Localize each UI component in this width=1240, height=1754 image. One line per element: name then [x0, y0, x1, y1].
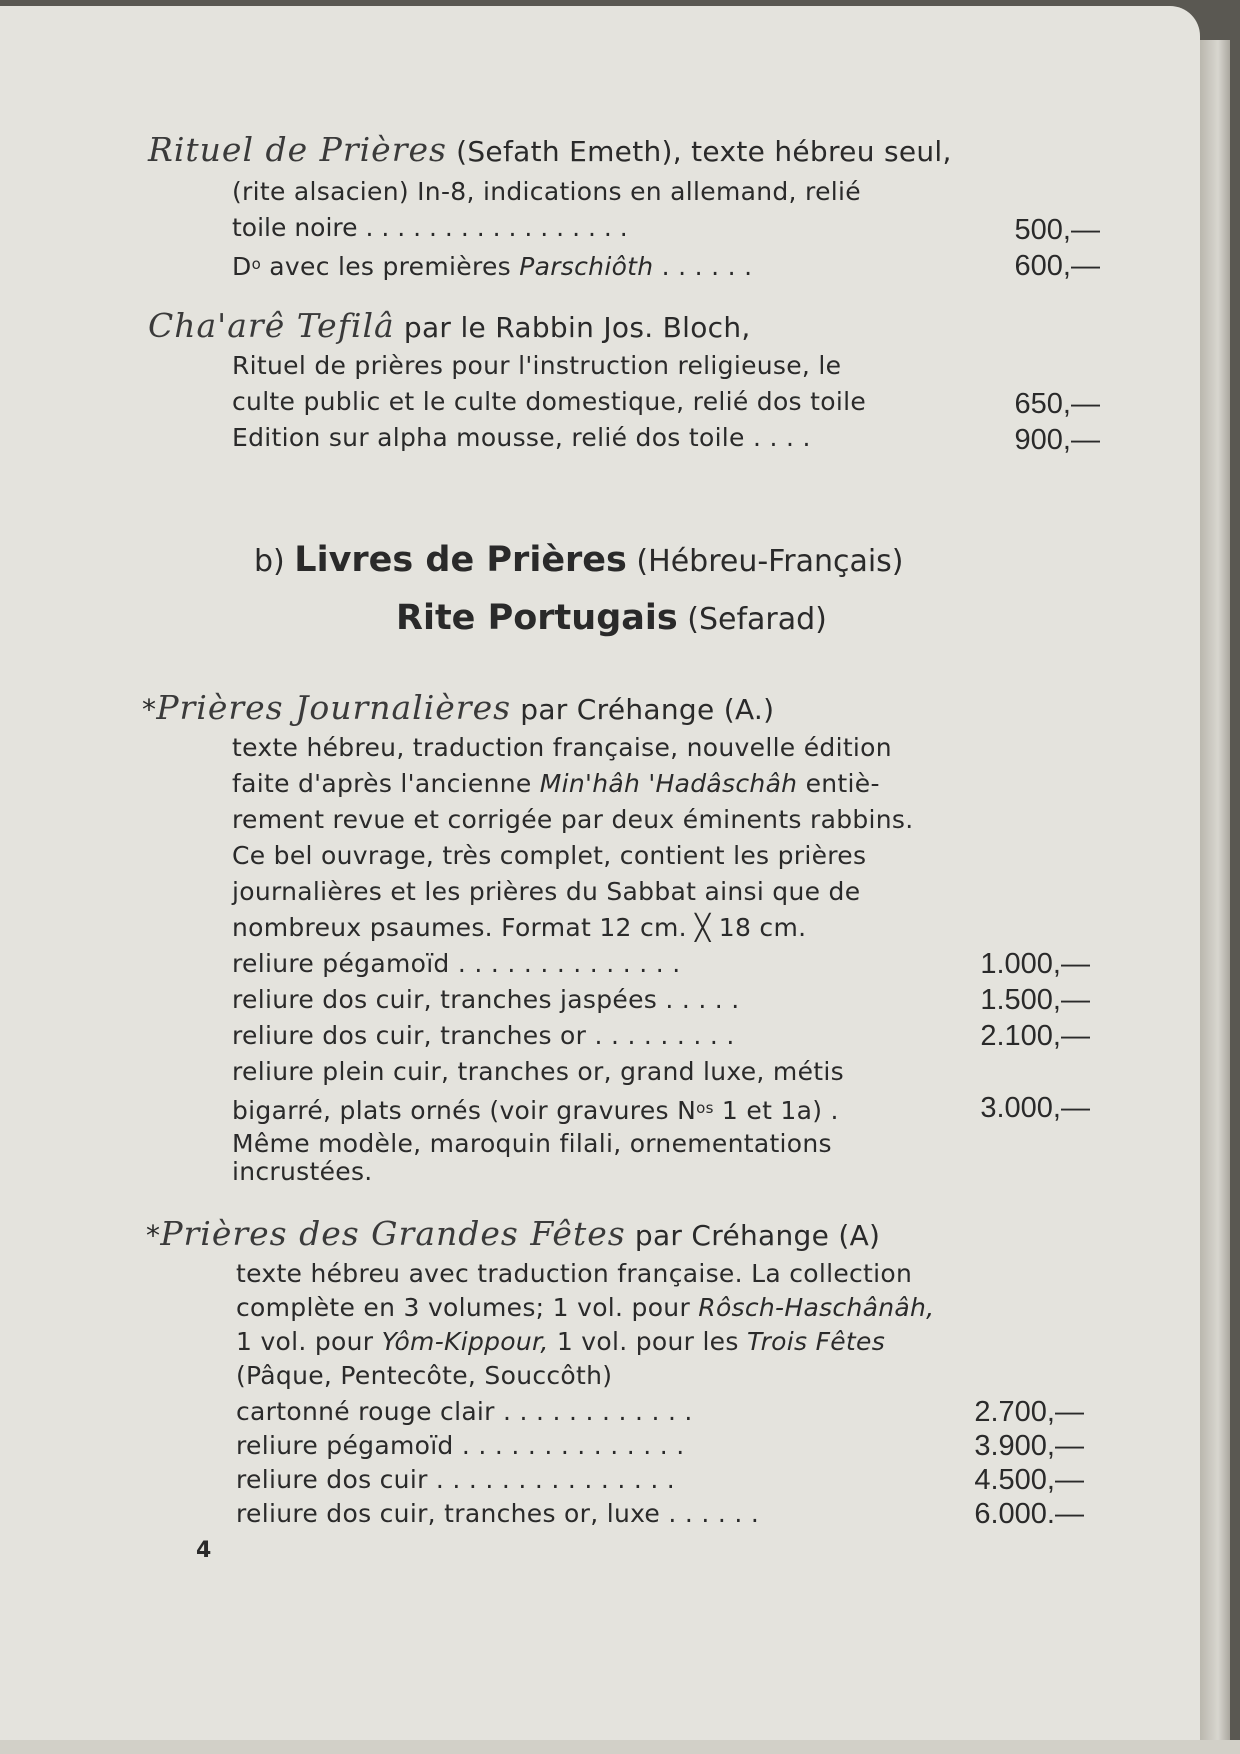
price: 1.000,—: [980, 948, 1090, 980]
entry-line: Ce bel ouvrage, très complet, contient les prières: [232, 841, 867, 870]
price: 3.900,—: [974, 1430, 1084, 1462]
entry-line: reliure plein cuir, tranches or, grand luxe, métis: [232, 1057, 844, 1086]
entry-title-journalieres: *Prières Journalières par Créhange (A.): [142, 688, 775, 727]
price: 2.700,—: [974, 1396, 1084, 1428]
price-item-label: reliure dos cuir, tranches or . . . . . . . . .: [232, 1021, 735, 1050]
book-edge: [1200, 40, 1230, 1740]
entry-line: nombreux psaumes. Format 12 cm. ╳ 18 cm.: [232, 913, 807, 942]
price-item-label: cartonné rouge clair . . . . . . . . . . . .: [236, 1397, 693, 1426]
price: 500,—: [1014, 214, 1100, 246]
entry-line: Edition sur alpha mousse, relié dos toile . . . .: [232, 423, 811, 452]
entry-line: journalières et les prières du Sabbat ainsi que de: [232, 877, 861, 906]
entry-line: toile noire . . . . . . . . . . . . . . . . .: [232, 213, 628, 242]
price-item-label: reliure pégamoïd . . . . . . . . . . . . . .: [236, 1431, 685, 1460]
price-item-label: reliure dos cuir, tranches jaspées . . . . .: [232, 985, 740, 1014]
entry-line: Rituel de prières pour l'instruction religieuse, le: [232, 351, 842, 380]
entry-line-ditto: $D^o$ avec les premières Parschiôth . . . . . .: [232, 252, 753, 281]
price: 600,—: [1014, 250, 1100, 282]
entry-line: (Pâque, Pentecôte, Souccôth): [236, 1361, 613, 1390]
entry-title-fetes: *Prières des Grandes Fêtes par Créhange (A): [146, 1214, 881, 1253]
price: 6.000.—: [974, 1498, 1084, 1530]
entry-line: (rite alsacien) In-8, indications en allemand, relié: [232, 177, 861, 206]
book-bottom-edge: [0, 1740, 1240, 1754]
entry-line: 1 vol. pour Yôm-Kippour, 1 vol. pour les Trois Fêtes: [236, 1327, 886, 1356]
entry-line: Même modèle, maroquin filali, ornementations: [232, 1129, 832, 1158]
entry-line: faite d'après l'ancienne Min'hâh 'Hadâschâh entiè-: [232, 769, 880, 798]
price: 900,—: [1014, 424, 1100, 456]
price-item-label: reliure dos cuir, tranches or, luxe . . . . . .: [236, 1499, 760, 1528]
section-heading-line1: b) Livres de Prières (Hébreu-Français): [254, 540, 904, 580]
entry-line: rement revue et corrigée par deux éminents rabbins.: [232, 805, 914, 834]
entry-line: complète en 3 volumes; 1 vol. pour Rôsch-Haschânâh,: [236, 1293, 935, 1322]
entry-title-rituel: Rituel de Prières (Sefath Emeth), texte hébreu seul,: [148, 130, 952, 169]
price: 650,—: [1014, 388, 1100, 420]
entry-line: bigarré, plats ornés (voir gravures $N^{os}$ 1 et 1a) .: [232, 1096, 839, 1125]
entry-line: texte hébreu, traduction française, nouvelle édition: [232, 733, 892, 762]
price: 3.000,—: [980, 1092, 1090, 1124]
price: 2.100,—: [980, 1020, 1090, 1052]
section-heading-line2: Rite Portugais (Sefarad): [396, 598, 827, 638]
entry-line: incrustées.: [232, 1157, 373, 1186]
price: 4.500,—: [974, 1464, 1084, 1496]
entry-line: culte public et le culte domestique, relié dos toile: [232, 387, 866, 416]
price: 1.500,—: [980, 984, 1090, 1016]
price-item-label: reliure dos cuir . . . . . . . . . . . . . . .: [236, 1465, 676, 1494]
entry-line: texte hébreu avec traduction française. La collection: [236, 1259, 913, 1288]
price-item-label: reliure pégamoïd . . . . . . . . . . . . . .: [232, 949, 681, 978]
entry-title-chare: Cha'arê Tefilâ par le Rabbin Jos. Bloch,: [148, 306, 751, 345]
page-number: 4: [196, 1538, 212, 1563]
